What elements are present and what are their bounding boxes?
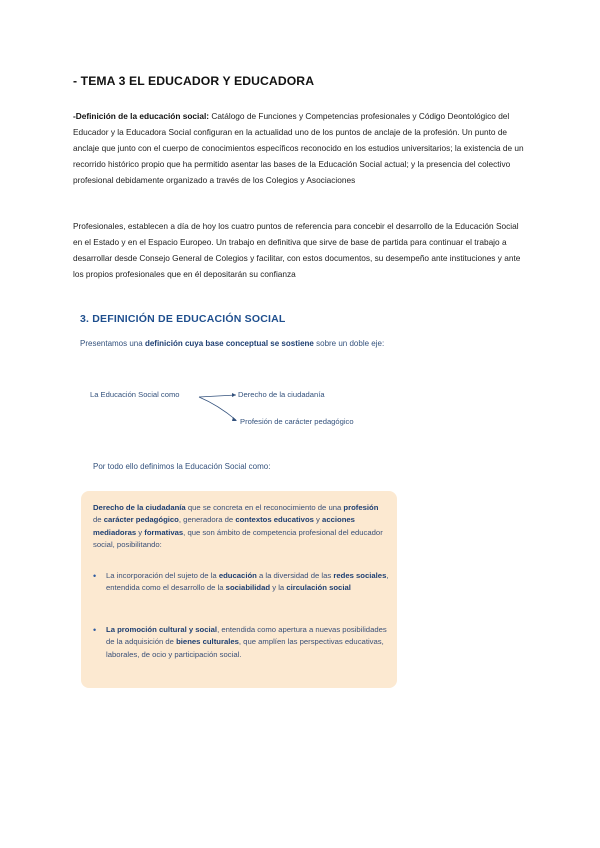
- tree-leaf-profession: Profesión de carácter pedagógico: [240, 417, 354, 426]
- figure-lead-text: Por todo ello definimos la Educación Social como:: [93, 462, 271, 471]
- figure-intro: Presentamos una definición cuya base conceptual se sostiene sobre un doble eje:: [80, 339, 385, 348]
- definition-text: Catálogo de Funciones y Competencias profesionales y Código Deontológico del Educador y la Educadora Social configuran en la actualidad uno de los puntos de anclaje de la profesión. Un punto de anclaje que junto con el cuerpo de conocimientos específicos reconocido en los estudios universitarios; la existencia de un recorrido histórico propio que ha permitido asentar las bases de la Educación Social actual; y la presencia del colectivo profesional debidamente organizado a través de los Colegios y Asociaciones: [73, 111, 524, 185]
- tree-root-label: La Educación Social como: [90, 390, 180, 399]
- definition-lead: -Definición de la educación social:: [73, 111, 210, 121]
- bullet-dot-icon: •: [93, 571, 97, 581]
- definition-box-text: Derecho de la ciudadanía que se concreta en el reconocimiento de una profesión de carácter pedagógico, generadora de contextos educativos y acciones mediadoras y formativas, que son ámbito de competencia profesional del educador social, posibilitando:: [93, 503, 383, 549]
- bullet-item-promotion: • La promoción cultural y social, entendida como apertura a nuevas posibilidades de la adquisición de bienes culturales, que amplíen las perspectivas educativas, laborales, de ocio y participación social.: [93, 625, 387, 659]
- bullet-dot-icon: •: [93, 625, 97, 635]
- definition-paragraph: [73, 108, 528, 188]
- professionals-paragraph: Profesionales, establecen a día de hoy los cuatro puntos de referencia para concebir el desarrollo de la Educación Social en el Estado y en el Espacio Europeo. Un trabajo en definitiva que sirve de base de partida para continuar el trabajo a desarrollar desde Consejo General de Colegios y facilitar, con estos documentos, su desempeño ante instituciones y ante los propios profesionales que en él depositarán su confianza: [73, 221, 521, 279]
- figure-title: 3. DEFINICIÓN DE EDUCACIÓN SOCIAL: [80, 313, 286, 325]
- bullet-item-incorporation: • La incorporación del sujeto de la educación a la diversidad de las redes sociales, entendida como el desarrollo de la sociabilidad y la circulación social: [93, 571, 389, 593]
- page-title: - TEMA 3 EL EDUCADOR Y EDUCADORA: [73, 74, 315, 88]
- tree-leaf-citizenship: Derecho de la ciudadanía: [238, 390, 325, 399]
